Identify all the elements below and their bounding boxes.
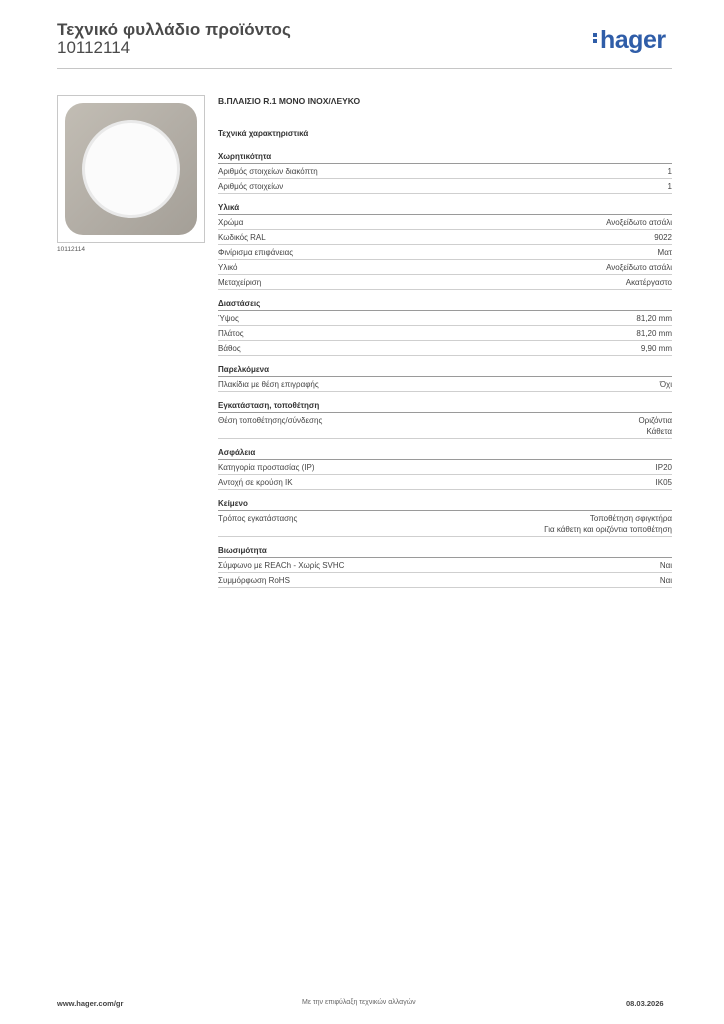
footer-date: 08.03.2026 [626,999,664,1008]
spec-value-line: 9,90 mm [640,344,672,353]
spec-section-title: Υλικά [218,203,672,215]
spec-section-title: Παρελκόμενα [218,365,672,377]
product-image-box [57,95,205,243]
spec-row [218,164,672,179]
spec-section-title: Κείμενο [218,499,672,511]
spec-row [218,460,672,475]
spec-value-line: Ανοξείδωτο ατσάλι [606,263,672,272]
specs-content [218,96,672,588]
hager-logo [593,28,666,53]
spec-row [218,260,672,275]
spec-value-line: 81,20 mm [636,329,672,338]
spec-value-line: Ματ [657,248,672,257]
spec-section-title: Ασφάλεια [218,448,672,460]
spec-row [218,341,672,356]
spec-value-line: Ακατέργαστο [625,278,672,287]
spec-label: Μεταχείριση [218,278,262,287]
spec-section [218,365,672,392]
document-title: Τεχνικό φυλλάδιο προϊόντος [57,20,291,39]
header-divider [57,68,672,69]
spec-value-line: IK05 [655,478,672,487]
technical-heading: Τεχνικά χαρακτηριστικά [218,129,309,138]
spec-row [218,215,672,230]
spec-value-line: 81,20 mm [636,314,672,323]
spec-value-line: 1 [667,182,672,191]
frame-insert [85,123,177,215]
document-product-code: 10112114 [57,38,131,57]
spec-value-line: 1 [667,167,672,176]
spec-section-title: Διαστάσεις [218,299,672,311]
spec-value-line: Ναι [659,561,672,570]
spec-section-title: Βιωσιμότητα [218,546,672,558]
spec-value-line: Για κάθετη και οριζόντια τοποθέτηση [544,525,672,534]
spec-value-line: Κάθετα [646,427,672,436]
spec-label: Κατηγορία προστασίας (IP) [218,463,315,472]
spec-value [656,462,672,473]
spec-value [544,513,672,535]
spec-label: Πλάτος [218,329,244,338]
spec-row [218,558,672,573]
spec-label: Αριθμός στοιχείων [218,182,284,191]
spec-label: Αριθμός στοιχείων διακόπτη [218,167,318,176]
spec-section [218,152,672,194]
spec-row [218,475,672,490]
spec-value [668,181,672,192]
spec-value-line: Ναι [659,576,672,585]
product-name: Β.ΠΛΑΙΣΙΟ R.1 ΜΟΝΟ INOX/ΛΕΥΚΟ [218,96,361,106]
spec-row [218,573,672,588]
spec-value [626,277,672,288]
spec-value [606,262,672,273]
spec-row [218,326,672,341]
spec-label: Χρώμα [218,218,244,227]
spec-row [218,179,672,194]
spec-label: Υλικό [218,263,238,272]
spec-label: Ύψος [218,314,239,323]
spec-section [218,299,672,356]
spec-value [660,560,672,571]
spec-label: Βάθος [218,344,241,353]
spec-value [654,232,672,243]
spec-section [218,448,672,490]
spec-label: Αντοχή σε κρούση IK [218,478,293,487]
spec-label: Φινίρισμα επιφάνειας [218,248,294,257]
spec-value [660,575,672,586]
spec-label: Πλακίδια με θέση επιγραφής [218,380,319,389]
spec-section-title: Εγκατάσταση, τοποθέτηση [218,401,672,413]
spec-value [636,328,672,339]
spec-value [638,415,672,437]
spec-label: Τρόπος εγκατάστασης [218,514,298,523]
spec-section-title: Χωρητικότητα [218,152,672,164]
spec-row [218,245,672,260]
logo-text: hager [600,26,666,54]
spec-value-line: Οριζόντια [638,416,672,425]
spec-label: Κωδικός RAL [218,233,266,242]
spec-value [660,379,672,390]
footer-notice: Με την επιφύλαξη τεχνικών αλλαγών [302,999,416,1006]
spec-row [218,230,672,245]
spec-value [636,313,672,324]
spec-value [668,166,672,177]
spec-section [218,203,672,290]
spec-label: Θέση τοποθέτησης/σύνδεσης [218,416,323,425]
logo-dots-icon [593,31,598,45]
spec-section [218,499,672,537]
spec-row [218,413,672,439]
spec-label: Σύμφωνο με REACh - Χωρίς SVHC [218,561,345,570]
spec-section [218,401,672,439]
spec-value-line: Όχι [659,380,672,389]
spec-value [658,247,672,258]
spec-value-line: 9022 [654,233,672,242]
spec-sections [218,152,672,588]
spec-value [656,477,672,488]
spec-label: Συμμόρφωση RoHS [218,576,290,585]
spec-row [218,311,672,326]
spec-value [641,343,672,354]
switch-frame-image [64,102,198,236]
footer-website-link[interactable]: www.hager.com/gr [57,999,124,1008]
spec-row [218,511,672,537]
spec-value-line: IP20 [655,463,672,472]
spec-value [606,217,672,228]
spec-row [218,275,672,290]
spec-value-line: Τοποθέτηση σφιγκτήρα [589,514,672,523]
spec-section [218,546,672,588]
spec-row [218,377,672,392]
spec-value-line: Ανοξείδωτο ατσάλι [606,218,672,227]
product-image-caption: 10112114 [57,246,85,253]
